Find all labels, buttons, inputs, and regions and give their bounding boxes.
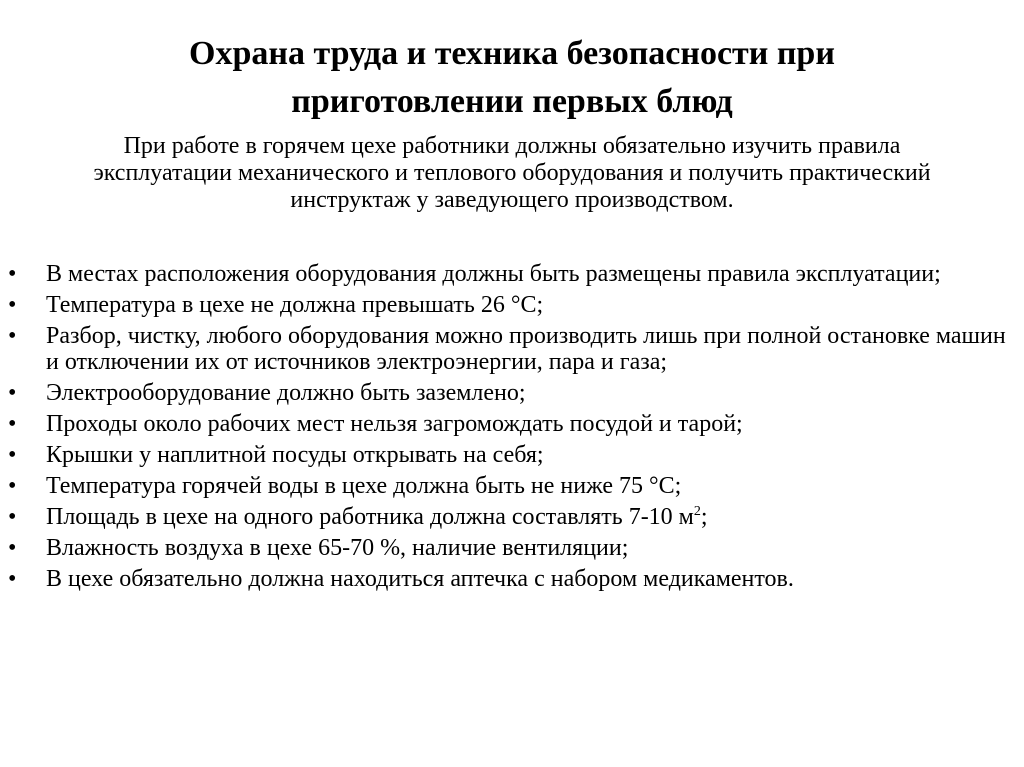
list-item-text: Крышки у наплитной посуды открывать на себя; bbox=[46, 442, 544, 468]
list-item-text: Температура в цехе не должна превышать 26 °С; bbox=[46, 292, 544, 318]
list-item bbox=[8, 473, 1008, 499]
list-item bbox=[8, 535, 1008, 561]
list-item bbox=[8, 261, 1008, 287]
intro-paragraph: При работе в горячем цехе работники должны обязательно изучить правила эксплуатации механического и теплового оборудования и получить практический инструктаж у заведующего производством. bbox=[93, 133, 931, 213]
bullet-list bbox=[8, 261, 1008, 597]
list-item bbox=[8, 323, 1008, 375]
list-item bbox=[8, 411, 1008, 437]
slide-title: Охрана труда и техника безопасности при приготовлении первых блюд bbox=[189, 35, 835, 120]
bullet-icon: • bbox=[8, 504, 17, 530]
bullet-icon: • bbox=[8, 380, 17, 406]
list-item bbox=[8, 380, 1008, 406]
area-superscript: 2 bbox=[693, 504, 701, 519]
bullet-icon: • bbox=[8, 323, 17, 349]
list-item-text: В цехе обязательно должна находиться аптечка с набором медикаментов. bbox=[46, 566, 794, 592]
list-item-text: Проходы около рабочих мест нельзя загромождать посудой и тарой; bbox=[46, 411, 743, 437]
list-item-text: Температура горячей воды в цехе должна быть не ниже 75 °С; bbox=[46, 473, 682, 499]
bullet-icon: • bbox=[8, 535, 17, 561]
bullet-icon: • bbox=[8, 261, 17, 287]
bullet-icon: • bbox=[8, 411, 17, 437]
list-item-text-area bbox=[46, 504, 1008, 530]
list-item bbox=[8, 442, 1008, 468]
list-item bbox=[8, 292, 1008, 318]
area-suffix: ; bbox=[700, 504, 708, 530]
list-item-text: Разбор, чистку, любого оборудования можно производить лишь при полной остановке машин и отключении их от источников электроэнергии, пара и газа; bbox=[46, 323, 1006, 375]
bullet-icon: • bbox=[8, 473, 17, 499]
list-item-text: Электрооборудование должно быть заземлено; bbox=[46, 380, 526, 406]
list-item bbox=[8, 566, 1008, 592]
list-item bbox=[8, 504, 1008, 530]
list-item-text: Влажность воздуха в цехе 65-70 %, наличие вентиляции; bbox=[46, 535, 629, 561]
bullet-icon: • bbox=[8, 442, 17, 468]
bullet-icon: • bbox=[8, 292, 17, 318]
area-text: Площадь в цехе на одного работника должна составлять 7-10 м bbox=[46, 504, 694, 530]
bullet-icon: • bbox=[8, 566, 17, 592]
list-item-text: В местах расположения оборудования должны быть размещены правила эксплуатации; bbox=[46, 261, 941, 287]
